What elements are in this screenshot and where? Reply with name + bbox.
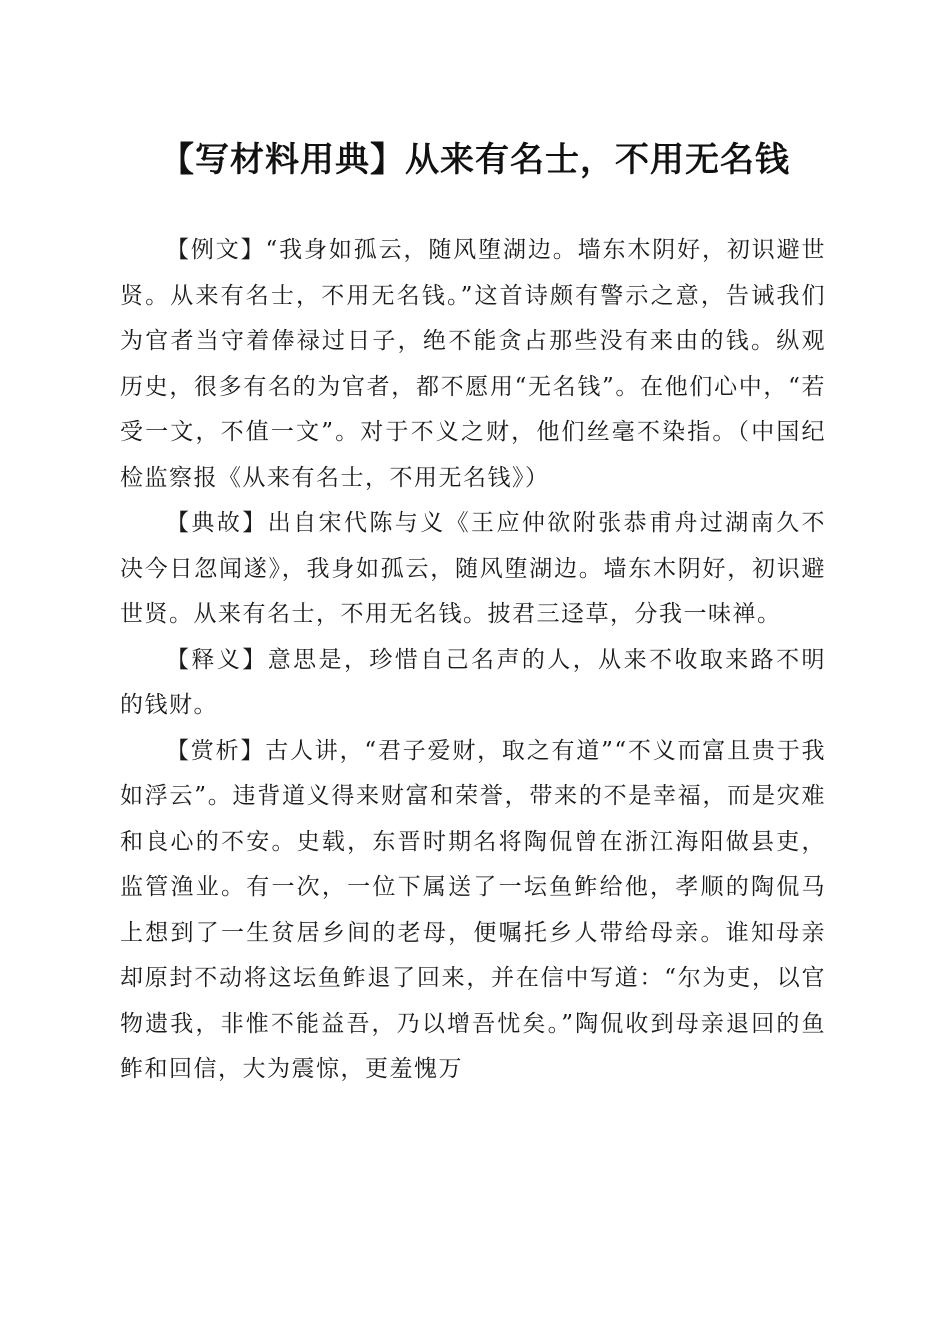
paragraph-tag: 【赏析】 [166, 737, 266, 764]
document-body [120, 228, 826, 1093]
paragraph-tag: 【释义】 [166, 646, 268, 673]
paragraph-text: 出自宋代陈与义《王应仲欲附张恭甫舟过湖南久不决今日忽闻遂》，我身如孤云，随风堕湖边。墙东木阴好，初识避世贤。从来有名士，不用无名钱。披君三迳草，分我一味禅。 [120, 510, 827, 627]
paragraph-example [120, 228, 826, 501]
paragraph-text: 古人讲，“君子爱财，取之有道”“不义而富且贵于我如浮云”。违背道义得来财富和荣誉，带来的不是幸福，而是灾难和良心的不安。史载，东晋时期名将陶侃曾在浙江海阳做县吏，监管渔业。有一次，一位下属送了一坛鱼鲊给他，孝顺的陶侃马上想到了一生贫居乡间的老母，便嘱托乡人带给母亲。谁知母亲却原封不动将这坛鱼鲊退了回来，并在信中写道：“尔为吏，以官物遗我，非惟不能益吾，乃以增吾忧矣。”陶侃收到母亲退回的鱼鲊和回信，大为震惊，更羞愧万 [120, 737, 826, 1082]
paragraph-allusion [120, 501, 826, 638]
paragraph-text: 意思是，珍惜自己名声的人，从来不收取来路不明的钱财。 [120, 646, 827, 718]
paragraph-appreciation [120, 729, 826, 1093]
document-title: 【写材料用典】从来有名士，不用无名钱 [160, 140, 790, 180]
paragraph-tag: 【例文】 [166, 237, 266, 263]
paragraph-meaning [120, 638, 826, 729]
paragraph-tag: 【典故】 [166, 510, 268, 536]
paragraph-text: “我身如孤云，随风堕湖边。墙东木阴好，初识避世贤。从来有名士，不用无名钱。”这首诗颇有警示之意，告诫我们为官者当守着俸禄过日子，绝不能贪占那些没有来由的钱。纵观历史，很多有名的为官者，都不愿用“无名钱”。在他们心中，“若受一文，不值一文”。对于不义之财，他们丝毫不染指。（中国纪检监察报《从来有名士，不用无名钱》） [120, 237, 826, 491]
